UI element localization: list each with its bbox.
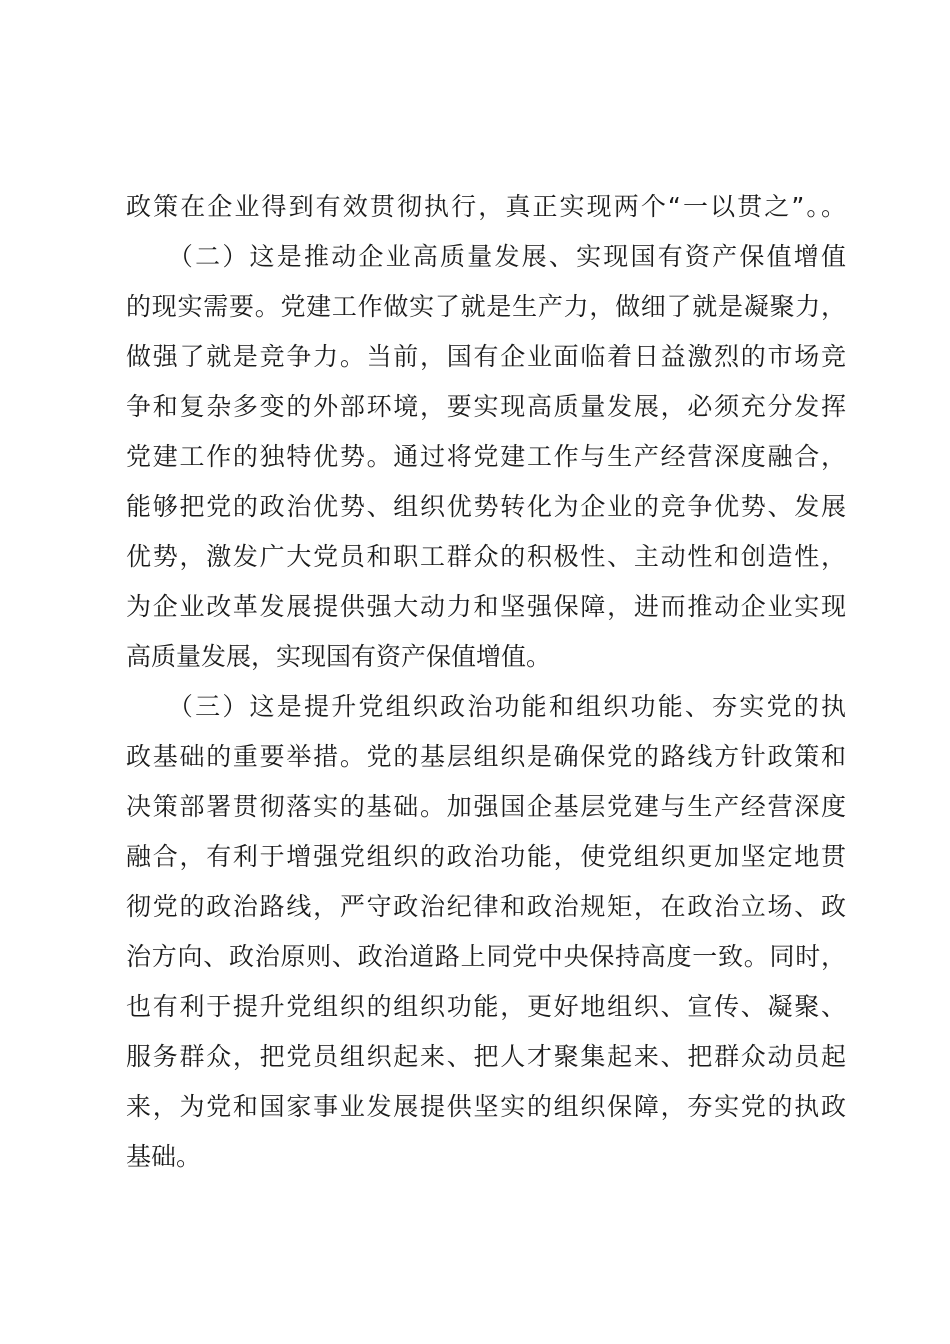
text-line: 也有利于提升党组织的组织功能，更好地组织、宣传、凝聚、	[126, 992, 846, 1021]
text-line: 彻党的政治路线，严守政治纪律和政治规矩，在政治立场、政	[126, 892, 846, 921]
text-line: （二）这是推动企业高质量发展、实现国有资产保值增值	[126, 242, 846, 271]
text-line: 优势，激发广大党员和职工群众的积极性、主动性和创造性，	[126, 542, 846, 571]
text-line: 服务群众，把党员组织起来、把人才聚集起来、把群众动员起	[126, 1042, 846, 1071]
text-line: 政基础的重要举措。党的基层组织是确保党的路线方针政策和	[126, 742, 846, 771]
text-line: 来，为党和国家事业发展提供坚实的组织保障，夯实党的执政	[126, 1092, 846, 1121]
text-line: 能够把党的政治优势、组织优势转化为企业的竞争优势、发展	[126, 492, 846, 521]
text-line: 政策在企业得到有效贯彻执行，真正实现两个“一以贯之”。。	[126, 192, 846, 221]
text-line: 为企业改革发展提供强大动力和坚强保障，进而推动企业实现	[126, 592, 846, 621]
text-line: 融合，有利于增强党组织的政治功能，使党组织更加坚定地贯	[126, 842, 846, 871]
text-line: 做强了就是竞争力。当前，国有企业面临着日益激烈的市场竞	[126, 342, 846, 371]
text-line: 治方向、政治原则、政治道路上同党中央保持高度一致。同时，	[126, 942, 846, 971]
text-line: 高质量发展，实现国有资产保值增值。	[126, 642, 552, 671]
text-line: 决策部署贯彻落实的基础。加强国企基层党建与生产经营深度	[126, 792, 846, 821]
text-line: 基础。	[126, 1142, 202, 1171]
text-line: 党建工作的独特优势。通过将党建工作与生产经营深度融合，	[126, 442, 846, 471]
text-line: 争和复杂多变的外部环境，要实现高质量发展，必须充分发挥	[126, 392, 846, 421]
body-text	[126, 182, 846, 1182]
text-line: 的现实需要。党建工作做实了就是生产力，做细了就是凝聚力，	[126, 292, 846, 321]
text-line: （三）这是提升党组织政治功能和组织功能、夯实党的执	[126, 692, 846, 721]
